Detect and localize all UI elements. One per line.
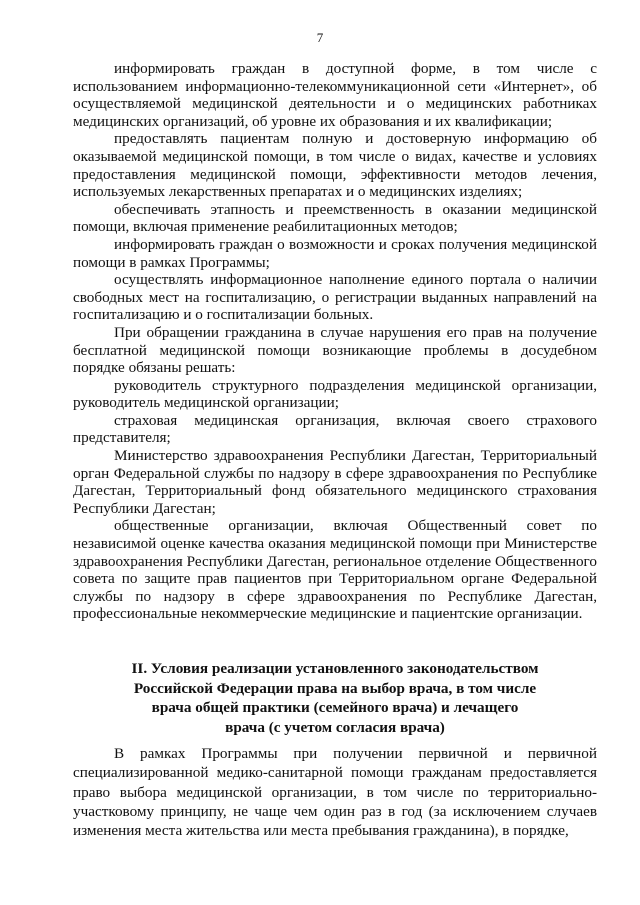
paragraph: обеспечивать этапность и преемственность в оказании медицинской помощи, включая применение реабилитационных методов; (73, 200, 597, 236)
page-number: 7 (316, 30, 324, 45)
body-text (73, 60, 597, 623)
section-heading-line: врача (с учетом согласия врача) (225, 718, 445, 736)
section-heading-line: II. Условия реализации установленного законодательством (131, 660, 539, 677)
paragraph: руководитель структурного подразделения медицинской организации, руководитель медицинской организации; (73, 376, 597, 412)
paragraph: Министерство здравоохранения Республики Дагестан, Территориальный орган Федеральной службы по надзору в сфере здравоохранения по Республике Дагестан, Территориальный фонд обязательного медицинского страхования Республики Дагестан; (73, 447, 597, 517)
section-heading-line: Российской Федерации права на выбор врача, в том числе (133, 679, 537, 697)
paragraph: При обращении гражданина в случае нарушения его прав на получение бесплатной медицинской помощи возникающие проблемы в досудебном порядке обязаны решать: (73, 323, 597, 377)
section-heading (73, 659, 597, 737)
section-heading-line: врача общей практики (семейного врача) и лечащего (151, 699, 519, 716)
paragraph: информировать граждан в доступной форме, в том числе с использованием информационно-телекоммуникационной сети «Интернет», об осуществляемой медицинской деятельности и о медицинских работниках медицинских организаций, об уровне их образования и их квалификации; (73, 60, 597, 130)
section-paragraph: В рамках Программы при получении первичной и первичной специализированной медико-санитарной помощи гражданам предоставляется право выбора медицинской организации, в том числе по территориально-участковому принципу, не чаще чем один раз в год (за исключением случаев изменения места жительства или места пребывания гражданина), в порядке, (73, 745, 597, 840)
paragraph: предоставлять пациентам полную и достоверную информацию об оказываемой медицинской помощи, в том числе о видах, качестве и условиях предоставления медицинской помощи, эффективности методов лечения, используемых лекарственных препаратах и о медицинских изделиях; (73, 130, 597, 201)
paragraph: страховая медицинская организация, включая своего страхового представителя; (73, 411, 597, 447)
paragraph: общественные организации, включая Общественный совет по независимой оценке качества оказания медицинской помощи при Министерстве здравоохранения Республики Дагестан, региональное отделение Общественного совета по защите прав пациентов при Территориальном органе Федеральной службы по надзору в сфере здравоохранения по Республике Дагестан, профессиональные некоммерческие медицинские и пациентские организации. (73, 517, 597, 623)
paragraph: осуществлять информационное наполнение единого портала о наличии свободных мест на госпитализацию, о регистрации выданных направлений на госпитализацию и о госпитализации больных. (73, 271, 597, 324)
section-body (73, 744, 597, 840)
paragraph: информировать граждан о возможности и сроках получения медицинской помощи в рамках Программы; (73, 235, 597, 271)
